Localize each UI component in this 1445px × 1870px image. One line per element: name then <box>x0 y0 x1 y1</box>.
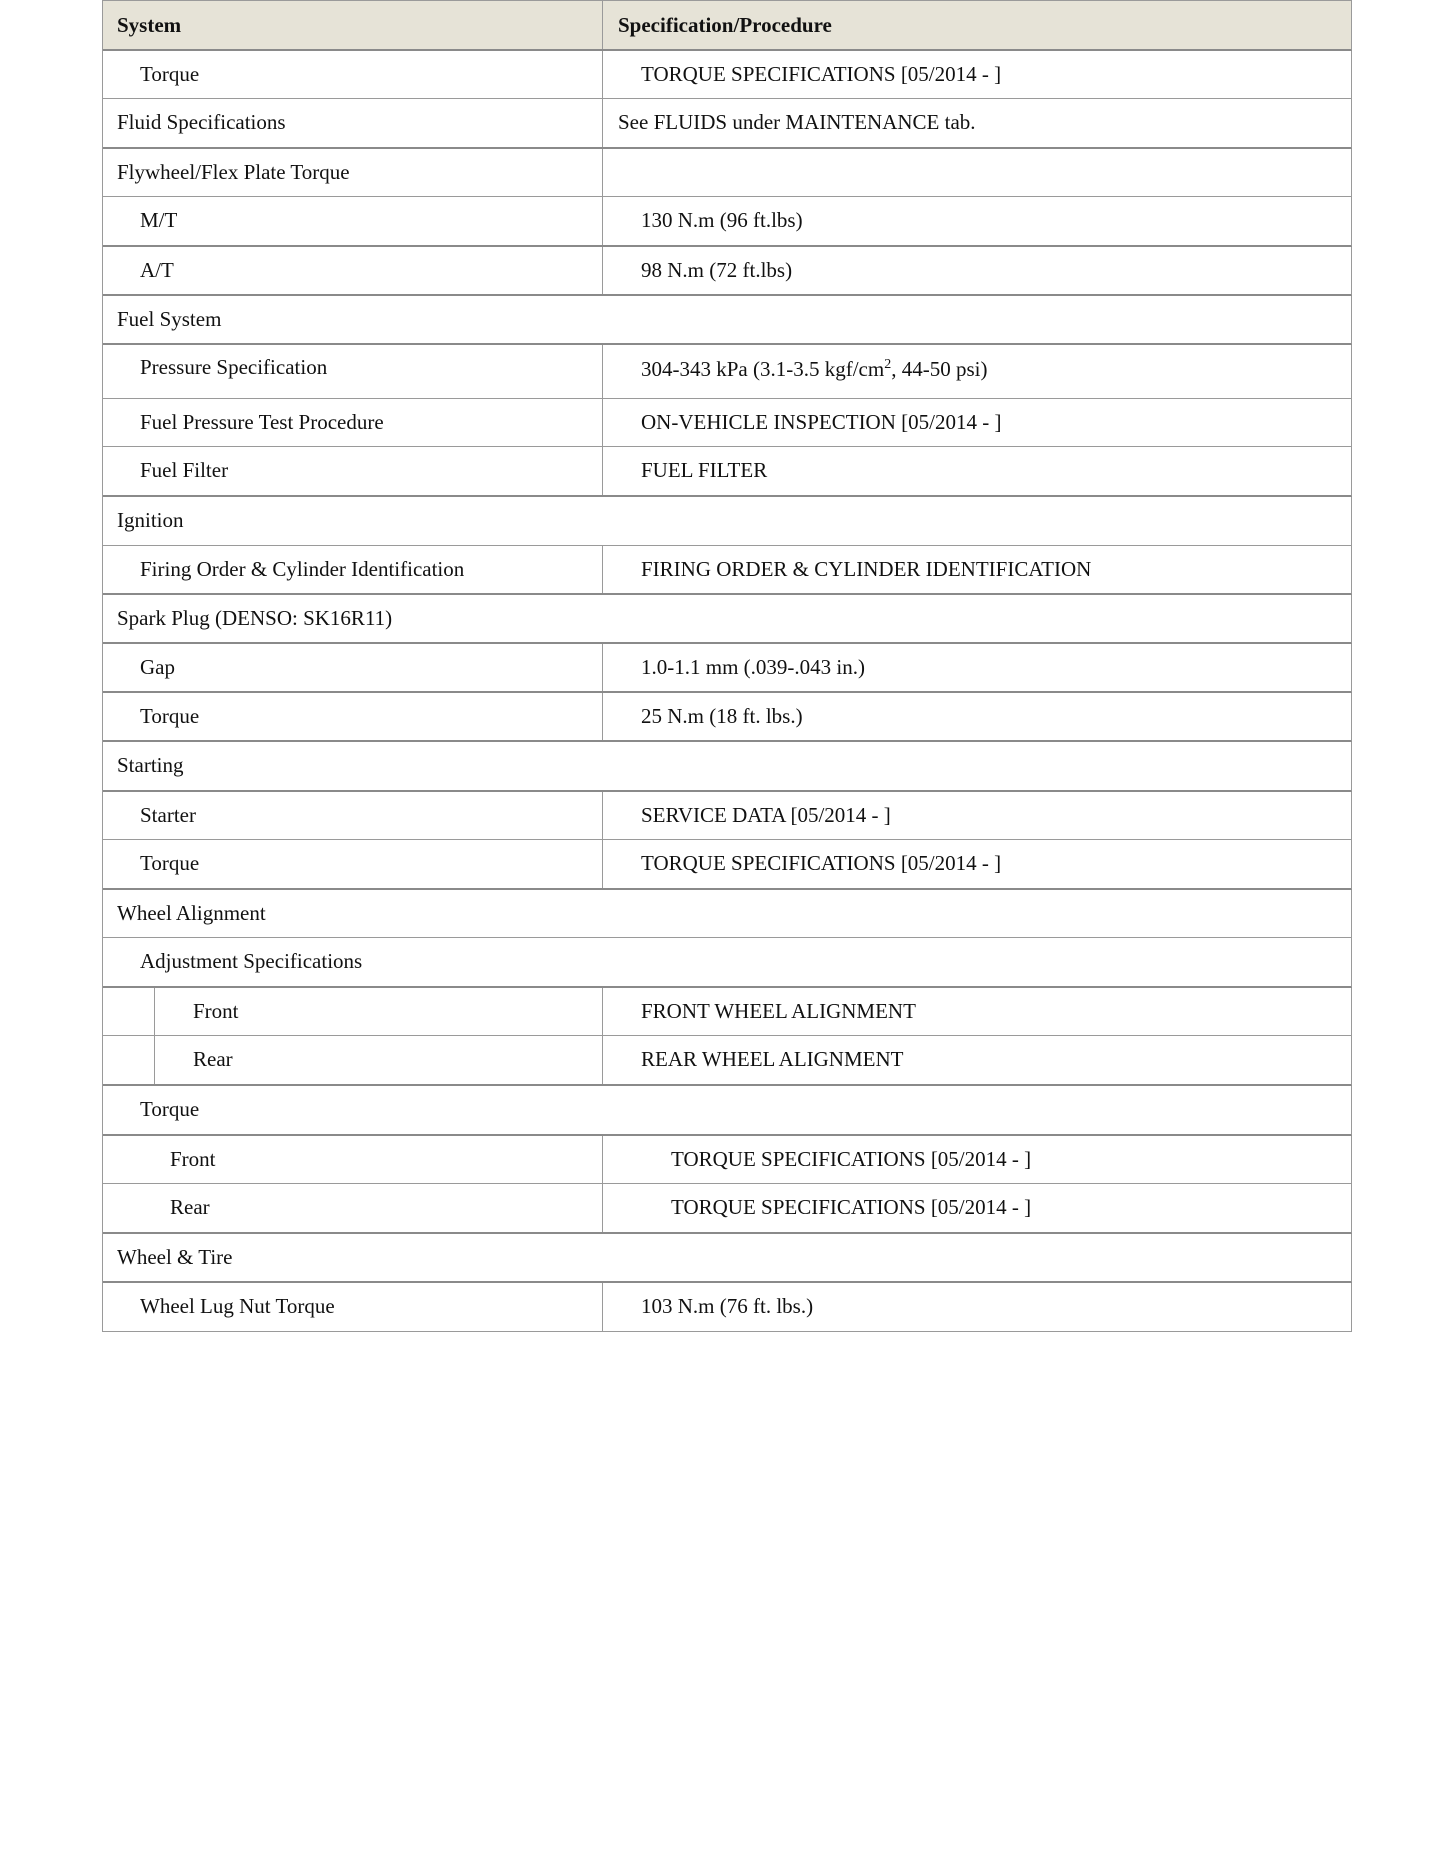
row-link[interactable]: TORQUE SPECIFICATIONS [05/2014 - ] <box>671 1195 1032 1220</box>
section-label: Fuel System <box>117 306 222 331</box>
row-value: 25 N.m (18 ft. lbs.) <box>641 703 803 728</box>
section-label: Starting <box>117 753 184 778</box>
section-row <box>103 1086 1352 1136</box>
table-row <box>103 447 1352 497</box>
row-label: A/T <box>103 247 603 294</box>
row-value: 130 N.m (96 ft.lbs) <box>641 208 803 233</box>
table-row <box>103 1184 1352 1234</box>
indent-spacer <box>103 988 155 1035</box>
row-label: Starter <box>103 792 603 839</box>
row-label-cell <box>103 1036 603 1084</box>
row-label: Front <box>193 998 239 1023</box>
row-link[interactable]: REAR WHEEL ALIGNMENT <box>641 1047 904 1072</box>
section-label: Wheel Alignment <box>117 900 266 925</box>
row-value: 103 N.m (76 ft. lbs.) <box>641 1294 814 1319</box>
header-system: System <box>103 1 603 49</box>
table-row <box>103 1036 1352 1086</box>
row-link[interactable]: FRONT WHEEL ALIGNMENT <box>641 998 916 1023</box>
table-row <box>103 693 1352 742</box>
pressure-value-b: , 44-50 psi) <box>891 357 988 381</box>
section-label: Ignition <box>117 508 184 533</box>
row-label: Torque <box>103 51 603 98</box>
pressure-value-a: 304-343 kPa (3.1-3.5 kgf/cm <box>641 357 885 381</box>
table-row <box>103 792 1352 840</box>
section-row <box>103 296 1352 345</box>
row-label: Front <box>103 1136 603 1183</box>
table-row <box>103 840 1352 890</box>
table-row <box>103 149 1352 197</box>
section-label: Wheel & Tire <box>117 1244 233 1269</box>
row-link[interactable]: TORQUE SPECIFICATIONS [05/2014 - ] <box>641 61 1002 86</box>
section-row <box>103 1234 1352 1283</box>
header-spec: Specification/Procedure <box>618 13 832 37</box>
row-value <box>603 345 1351 398</box>
table-header <box>103 1 1352 51</box>
row-link[interactable]: FUEL FILTER <box>641 458 768 483</box>
row-link[interactable]: TORQUE SPECIFICATIONS [05/2014 - ] <box>641 851 1002 876</box>
row-label: Rear <box>193 1047 233 1072</box>
table-row <box>103 1283 1352 1332</box>
table-row <box>103 197 1352 247</box>
row-label: Firing Order & Cylinder Identification <box>103 546 603 593</box>
spec-table <box>102 0 1352 1332</box>
row-label: Gap <box>103 644 603 691</box>
table-row <box>103 546 1352 595</box>
row-value: 98 N.m (72 ft.lbs) <box>641 257 793 282</box>
table-row <box>103 247 1352 296</box>
row-label: Wheel Lug Nut Torque <box>103 1283 603 1331</box>
table-row <box>103 988 1352 1036</box>
row-value: See FLUIDS under MAINTENANCE tab. <box>618 110 976 135</box>
pressure-value-sup: 2 <box>884 357 892 372</box>
row-link[interactable]: FIRING ORDER & CYLINDER IDENTIFICATION <box>641 556 1092 581</box>
row-label: Fluid Specifications <box>103 99 603 147</box>
section-row <box>103 742 1352 792</box>
empty-cell <box>603 149 1351 196</box>
section-row <box>103 890 1352 938</box>
section-row <box>103 497 1352 546</box>
table-row <box>103 1136 1352 1184</box>
row-link[interactable]: ON-VEHICLE INSPECTION [05/2014 - ] <box>641 409 1002 434</box>
row-label: Fuel Pressure Test Procedure <box>103 399 603 446</box>
table-row <box>103 644 1352 693</box>
section-label: Spark Plug (DENSO: SK16R11) <box>117 605 393 630</box>
row-label-cell <box>103 988 603 1035</box>
row-label: Fuel Filter <box>103 447 603 495</box>
table-row <box>103 345 1352 399</box>
row-label: Pressure Specification <box>103 345 603 398</box>
row-label: Rear <box>103 1184 603 1232</box>
table-row <box>103 399 1352 447</box>
row-link[interactable]: TORQUE SPECIFICATIONS [05/2014 - ] <box>671 1146 1032 1171</box>
table-row <box>103 99 1352 149</box>
row-link[interactable]: SERVICE DATA [05/2014 - ] <box>641 802 891 827</box>
section-row <box>103 938 1352 988</box>
subsection-label: Torque <box>140 1097 200 1122</box>
table-row <box>103 51 1352 99</box>
row-label: Torque <box>103 693 603 740</box>
section-label: Flywheel/Flex Plate Torque <box>103 149 603 196</box>
row-label: M/T <box>103 197 603 245</box>
section-row <box>103 595 1352 644</box>
indent-spacer <box>103 1036 155 1084</box>
subsection-label: Adjustment Specifications <box>140 949 363 974</box>
row-label: Torque <box>103 840 603 888</box>
row-value: 1.0-1.1 mm (.039-.043 in.) <box>641 654 865 679</box>
